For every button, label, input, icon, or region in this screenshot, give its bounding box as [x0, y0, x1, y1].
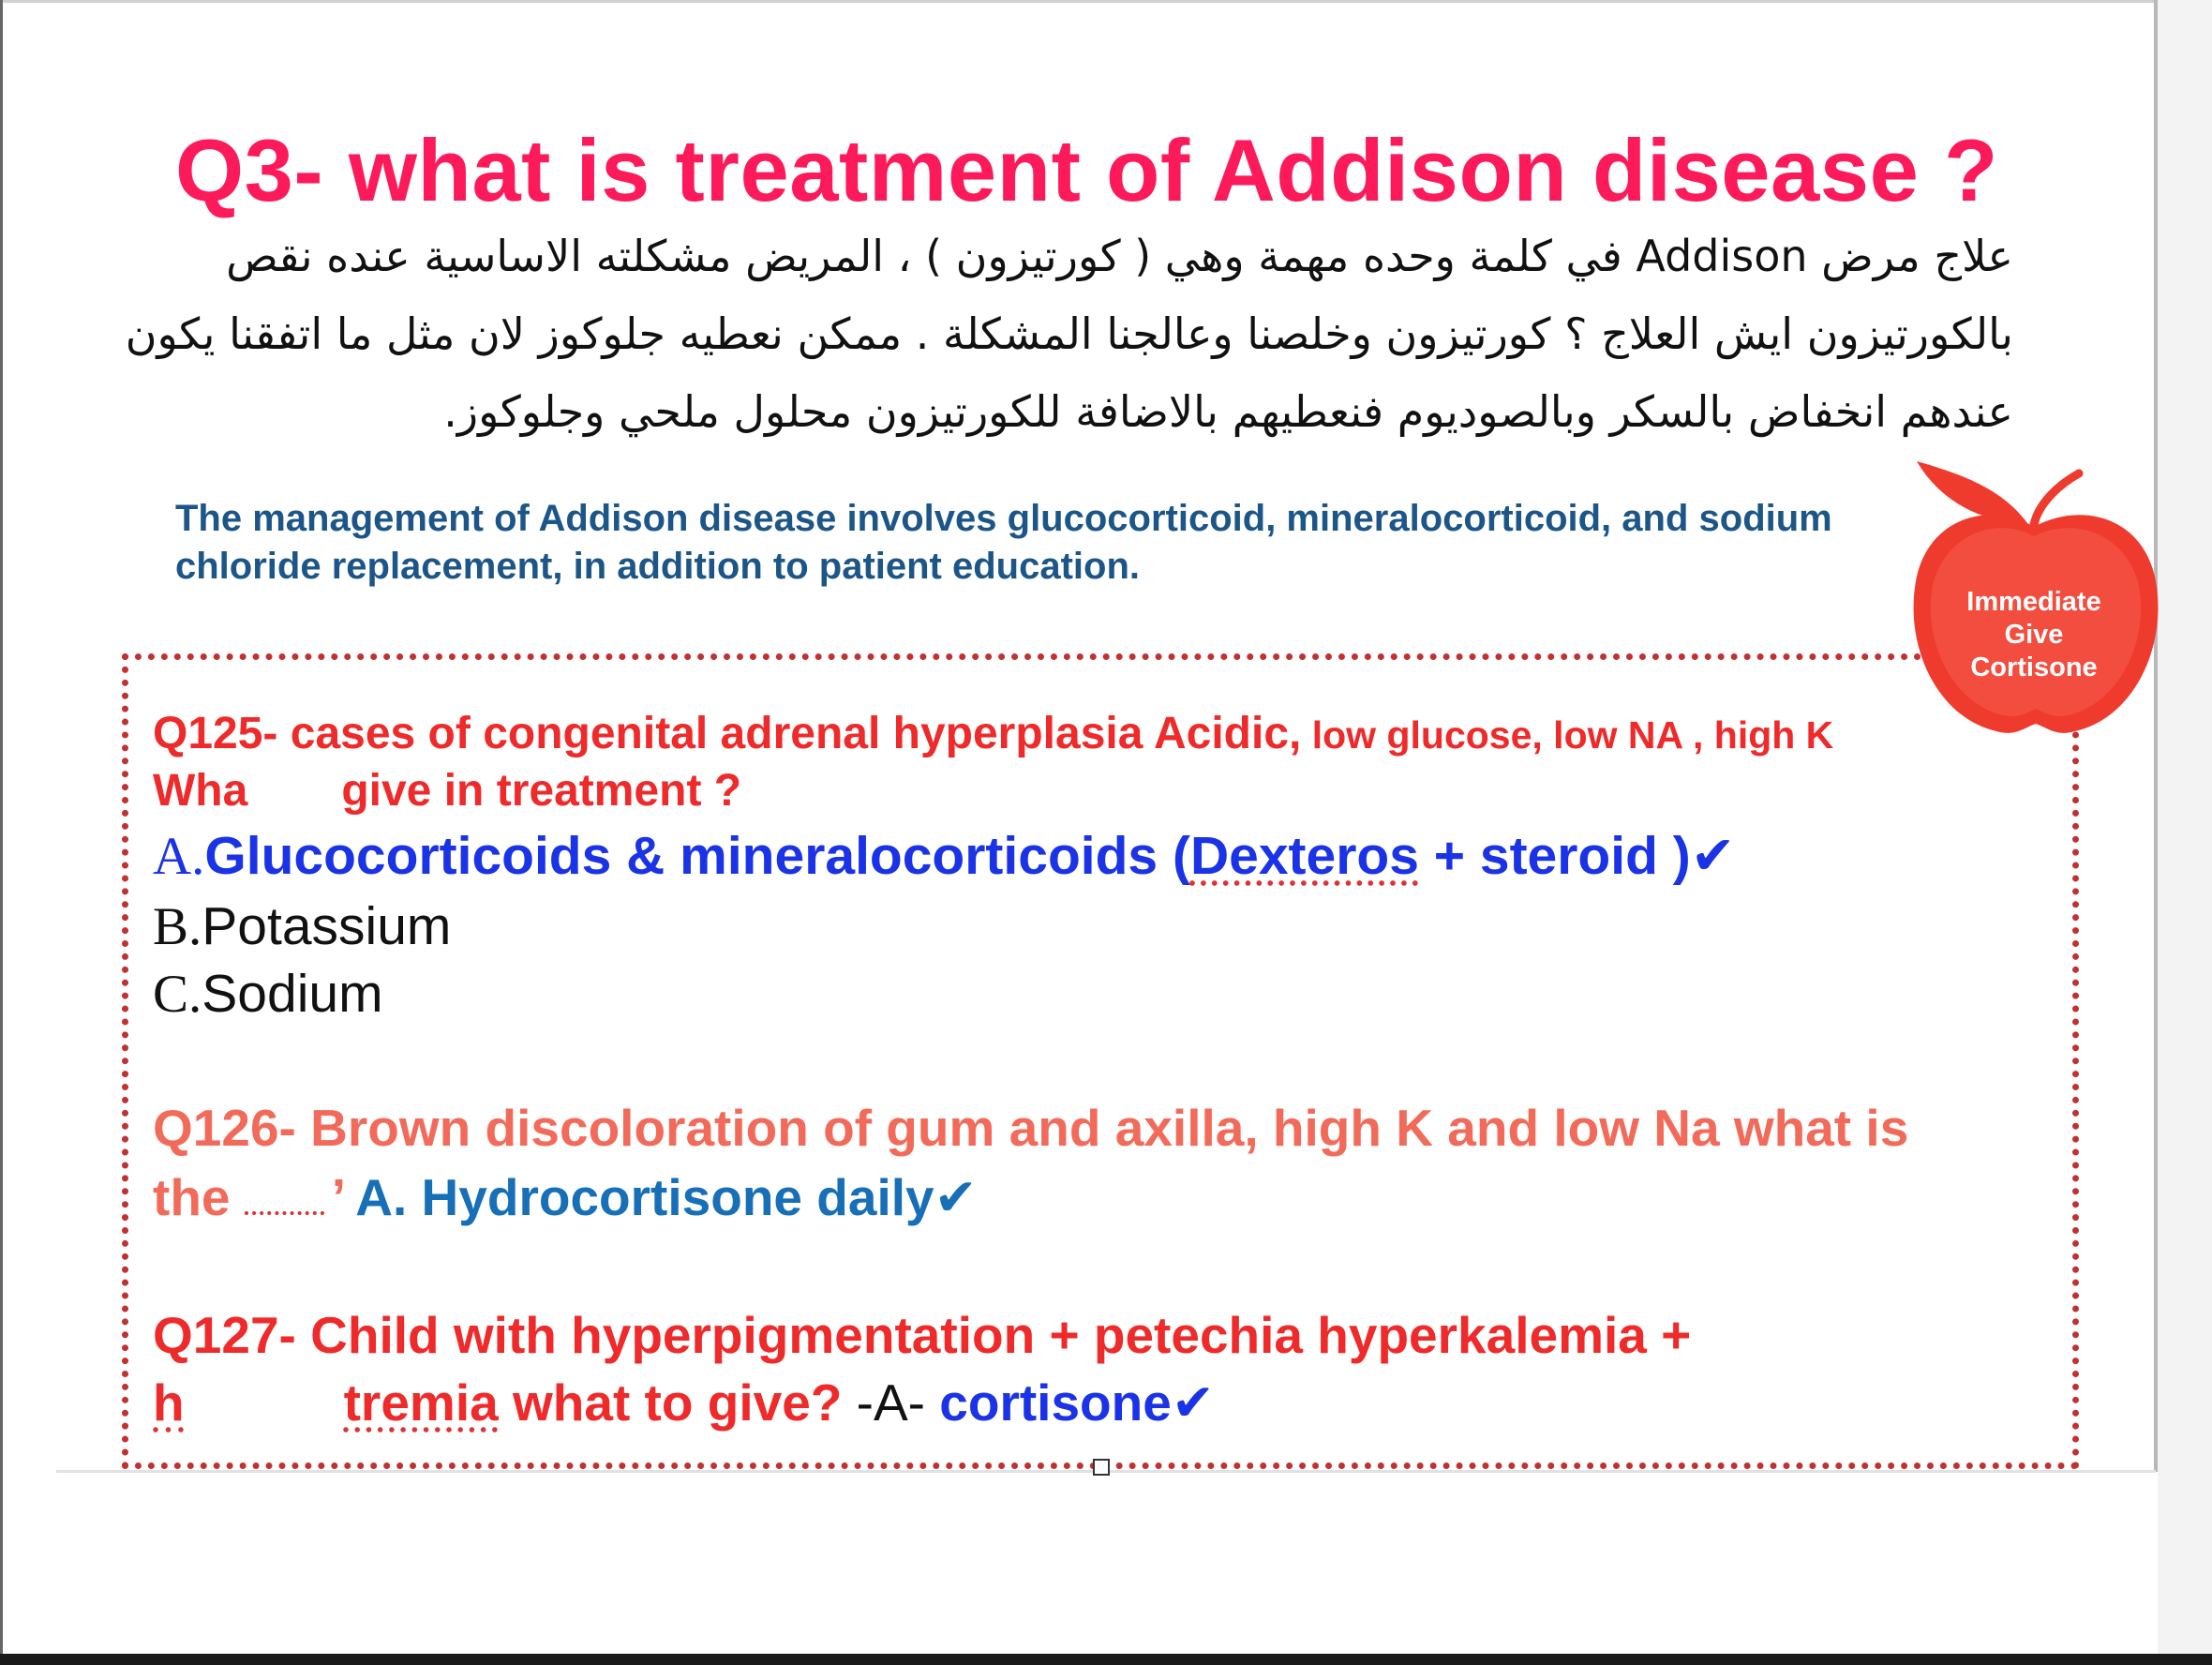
management-line-2: chloride replacement, in addition to patient education.: [175, 546, 1141, 587]
q127-answer: cortisone✔: [939, 1373, 1215, 1432]
q125-question-part-1: Q125- cases of congenital adrenal hyperplasia Acidic,: [153, 709, 1302, 758]
q125-question-line-1: [153, 705, 1833, 764]
q126-dotted-gap: [245, 1211, 324, 1215]
q125-line2-start: Wha: [153, 766, 248, 816]
q127-question: Q127- Child with hyperpigmentation + petechia hyperkalemia +: [153, 1306, 1692, 1364]
page-left-border: [0, 0, 3, 1665]
arabic-explanation: [125, 218, 2013, 451]
q126-mark: ’: [331, 1168, 344, 1226]
right-margin-area: [2158, 0, 2212, 1654]
option-b-letter: B.: [153, 897, 202, 956]
option-b-text: Potassium: [202, 896, 452, 956]
option-a-letter: A.: [153, 827, 205, 886]
q127-line2-start: h: [153, 1373, 185, 1432]
option-a-underlined-word: Dexteros: [1189, 826, 1419, 886]
q127-line-2: [153, 1372, 1215, 1432]
q125-question-part-2: low glucose, low NA , high K: [1301, 713, 1834, 757]
option-c-text: Sodium: [202, 964, 383, 1024]
page-title: Q3- what is treatment of Addison disease ?: [175, 121, 1998, 219]
apple-sticker-text: [1912, 586, 2156, 684]
management-paragraph: [175, 495, 1975, 591]
arabic-line-3: عندهم انخفاض بالسكر وبالصوديوم فنعطيهم بالاضافة للكورتيزون محلول ملحي وجلوكوز.: [443, 386, 2013, 437]
q125-question-line-2: [153, 765, 741, 817]
q126-line-2: [153, 1167, 978, 1227]
management-line-1: The management of Addison disease involves glucocorticoid, mineralocorticoid, and sodium: [175, 498, 1832, 539]
bottom-bar: [0, 1654, 2212, 1665]
q125-option-a: [153, 825, 1735, 887]
apple-text-line-2: Give: [2004, 620, 2064, 650]
apple-text-line-1: Immediate: [1966, 587, 2101, 617]
option-c-letter: C.: [153, 965, 202, 1024]
q127-line2-word: tremia: [343, 1373, 499, 1432]
option-a-text: Glucocorticoids & mineralocorticoids (: [204, 826, 1190, 886]
q125-option-b: [153, 895, 451, 957]
page-top-border: [0, 0, 2156, 3]
q126-answer: A. Hydrocortisone daily✔: [343, 1168, 978, 1226]
q125-line2-end: give in treatment ?: [341, 766, 742, 816]
q127-line2-question: what to give?: [498, 1373, 843, 1432]
arabic-line-2: بالكورتيزون ايش العلاج ؟ كورتيزون وخلصنا وعالجنا المشكلة . ممكن نعطيه جلوكوز لان مثل ما اتفقنا يكون: [125, 308, 2013, 359]
q127-dash: -A-: [842, 1373, 940, 1432]
resize-handle[interactable]: [1093, 1459, 1110, 1476]
option-a-rest: + steroid )✔: [1418, 826, 1736, 886]
q126-question: Q126- Brown discoloration of gum and axilla, high K and low Na what is: [153, 1099, 1909, 1157]
q125-option-c: [153, 963, 383, 1025]
apple-text-line-3: Cortisone: [1970, 652, 2098, 682]
q126-line2-start: the: [153, 1168, 231, 1226]
arabic-line-1: علاج مرض Addison في كلمة وحده مهمة وهي ( كورتيزون ) ، المريض مشكلته الاساسية عنده نقص: [226, 231, 2013, 281]
